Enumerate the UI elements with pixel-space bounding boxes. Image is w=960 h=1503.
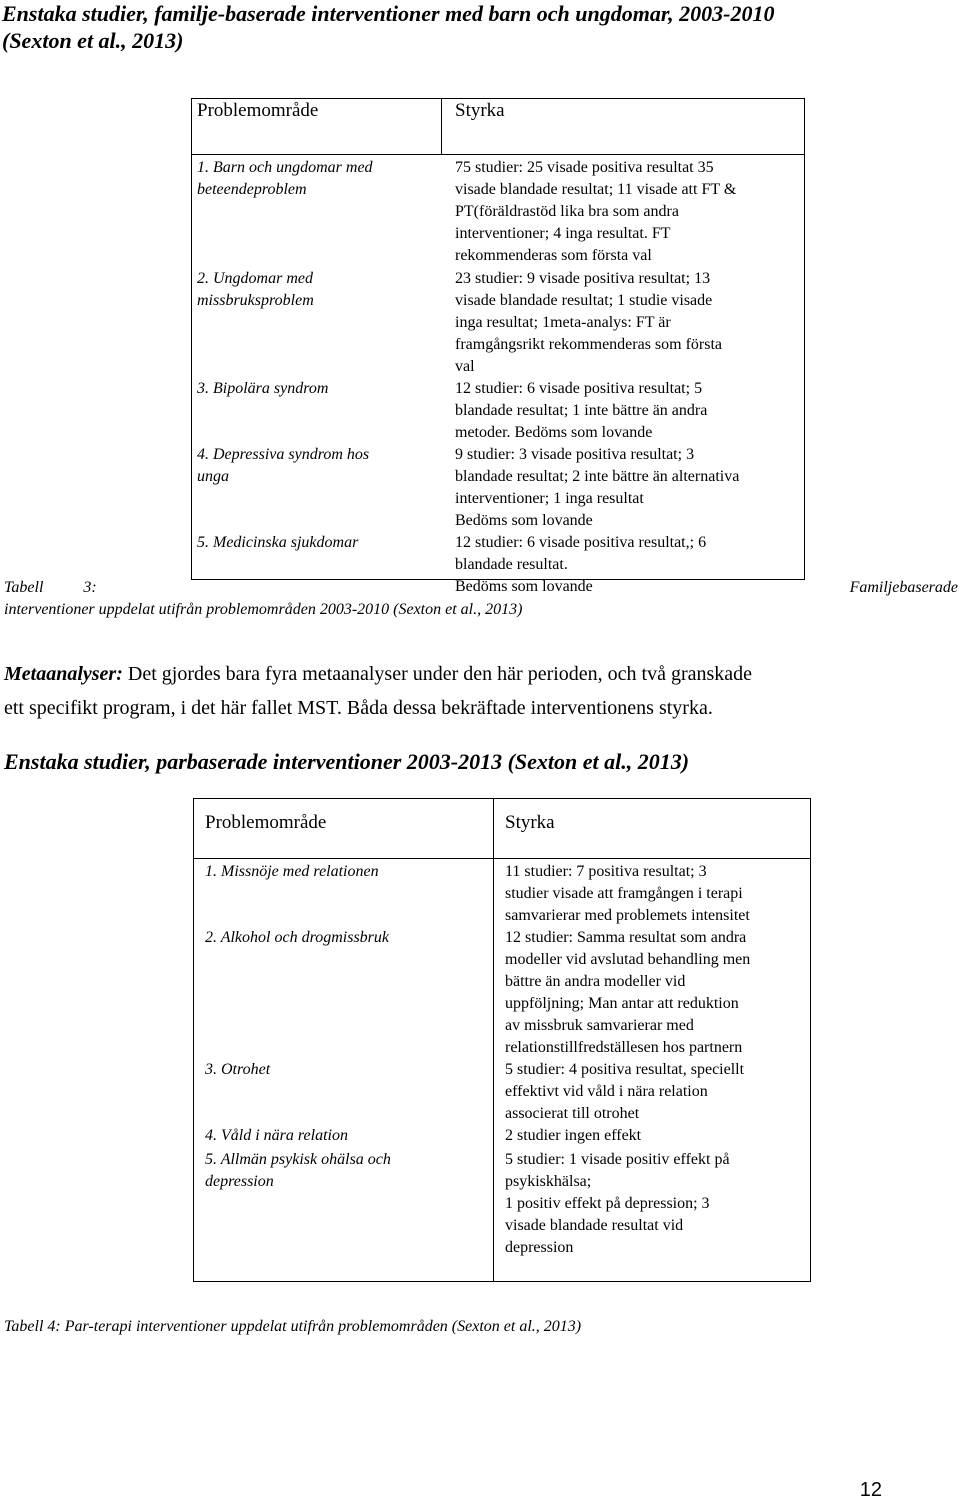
table-3-row-1-strength: 75 studier: 25 visade positiva resultat 35 visade blandade resultat; 11 visade att FT & PT(föräldrastöd lika bra som andra interventioner; 4 inga resultat. FT rekommenderas som första val xyxy=(455,159,737,264)
table-3-row-5-strength: 12 studier: 6 visade positiva resultat,; 6 blandade resultat. Bedöms som lovande xyxy=(455,534,707,595)
table-4-row-1-problem: 1. Missnöje med relationen xyxy=(205,863,379,880)
table-4-row-2-problem: 2. Alkohol och drogmissbruk xyxy=(205,929,389,946)
table-4-row-5-strength: 5 studier: 1 visade positiv effekt på psykiskhälsa; 1 positiv effekt på depression; 3 visade blandade resultat vid depression xyxy=(505,1151,730,1256)
table-3-row-3-problem: 3. Bipolära syndrom xyxy=(197,380,329,397)
table-4-row-4-problem: 4. Våld i nära relation xyxy=(205,1127,348,1144)
table-3-row-5-problem: 5. Medicinska sjukdomar xyxy=(197,534,359,551)
table-4-caption: Tabell 4: Par-terapi interventioner uppdelat utifrån problemområden (Sexton et al., 2013) xyxy=(4,1318,582,1335)
heading-couple-studies: Enstaka studier, parbaserade interventioner 2003-2013 (Sexton et al., 2013) xyxy=(4,749,690,774)
table-3-caption-line-2: interventioner uppdelat utifrån problemområden 2003-2010 (Sexton et al., 2013) xyxy=(4,601,523,618)
table-4-header-rule xyxy=(193,858,811,859)
table-4-row-5-problem: 5. Allmän psykisk ohälsa och depression xyxy=(205,1151,391,1190)
table-3-row-4-strength: 9 studier: 3 visade positiva resultat; 3 blandade resultat; 2 inte bättre än alternativa interventioner; 1 inga resultat Bedöms som lovande xyxy=(455,446,740,529)
page-number: 12 xyxy=(859,1479,882,1501)
table-4-row-3-problem: 3. Otrohet xyxy=(205,1061,271,1078)
table-3-header-strength: Styrka xyxy=(455,100,505,121)
paragraph-label: Metaanalyser: xyxy=(4,663,123,685)
table-4-row-3-strength: 5 studier: 4 positiva resultat, speciellt effektivt vid våld i nära relation associerat till otrohet xyxy=(505,1061,745,1122)
table-3-row-3-strength: 12 studier: 6 visade positiva resultat; 5 blandade resultat; 1 inte bättre än andra metoder. Bedöms som lovande xyxy=(455,380,708,441)
table-3-row-4-problem: 4. Depressiva syndrom hos unga xyxy=(197,446,370,485)
heading-line-1: Enstaka studier, familje-baserade interventioner med barn och ungdomar, 2003-2010 xyxy=(2,1,775,26)
heading-family-studies xyxy=(2,0,952,54)
table-3-row-1-problem: 1. Barn och ungdomar med beteendeproblem xyxy=(197,159,373,198)
paragraph-text-1: Det gjordes bara fyra metaanalyser under den här perioden, och två granskade xyxy=(122,663,753,685)
table-4-column-divider xyxy=(493,798,494,1282)
paragraph-line-2: ett specifikt program, i det här fallet MST. Båda dessa bekräftade interventionens styrka. xyxy=(4,697,713,719)
heading-line-2: (Sexton et al., 2013) xyxy=(2,28,184,53)
table-4-header-problem: Problemområde xyxy=(205,812,327,833)
table-3-row-2-strength: 23 studier: 9 visade positiva resultat; 13 visade blandade resultat; 1 studie visade inga resultat; 1meta-analys: FT är framgångsrikt rekommenderas som första val xyxy=(455,270,723,375)
table-3-header-problem: Problemområde xyxy=(197,100,319,121)
table-4-header-strength: Styrka xyxy=(505,812,555,833)
meta-analysis-paragraph xyxy=(4,657,959,725)
table-4-row-1-strength: 11 studier: 7 positiva resultat; 3 studier visade att framgången i terapi samvarierar med problemets intensitet xyxy=(505,863,750,924)
table-4-row-4-strength: 2 studier ingen effekt xyxy=(505,1127,642,1144)
table-3-caption-label: Tabell 3: xyxy=(4,579,97,596)
table-4-row-2-strength: 12 studier: Samma resultat som andra modeller vid avslutad behandling men bättre än andra modeller vid uppföljning; Man antar att reduktion av missbruk samvarierar med relationstillfredställesen hos partnern xyxy=(505,929,751,1056)
table-3-header-divider xyxy=(441,98,442,155)
table-3-row-2-problem: 2. Ungdomar med missbruksproblem xyxy=(197,270,314,309)
table-3-caption-right: Familjebaserade xyxy=(849,579,958,596)
table-3-header-rule xyxy=(191,154,805,155)
